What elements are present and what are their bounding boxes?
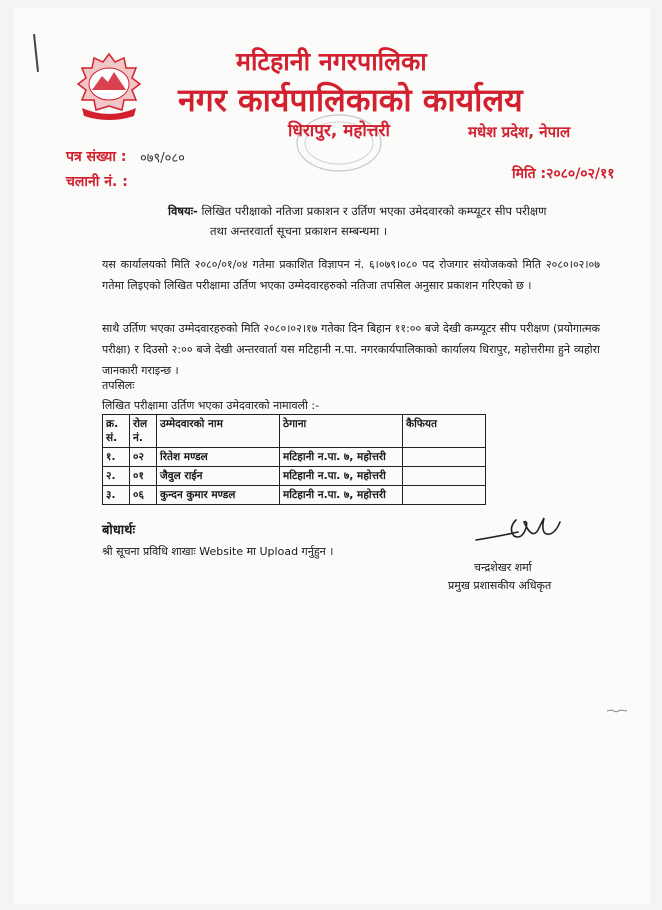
cc-heading: बोधार्थः xyxy=(102,523,136,538)
office-name: नगर कार्यपालिकाको कार्यालय xyxy=(178,81,523,119)
cell-address: मटिहानी न.पा. ७, महोत्तरी xyxy=(280,467,403,486)
dispatch-label: चलानी नं. : xyxy=(66,174,128,190)
table-header-row xyxy=(103,415,486,448)
address-right: मधेश प्रदेश, नेपाल xyxy=(468,123,571,141)
signatory-name: चन्द्रशेखर शर्मा xyxy=(474,561,532,574)
cell-name: जैवुल राईन xyxy=(157,467,280,486)
table-row xyxy=(103,448,486,467)
reference-value: ०७९/०८० xyxy=(140,151,185,166)
cell-remarks xyxy=(403,448,486,467)
subject-text-1: लिखित परीक्षाको नतिजा प्रकाशन र उर्तिण भएका उमेदवारको कम्प्यूटर सीप परीक्षण xyxy=(201,204,547,218)
letter-date: मिति :२०८०/०२/११ xyxy=(512,166,615,182)
cell-name: रितेश मण्डल xyxy=(157,448,280,467)
cell-remarks xyxy=(403,467,486,486)
header-remarks: कैफियत xyxy=(403,415,486,448)
header-roll: रोल नं. xyxy=(130,415,157,448)
header-address: ठेगाना xyxy=(280,415,403,448)
details-label: तपसिलः xyxy=(102,379,135,392)
cell-serial: ३. xyxy=(103,486,130,505)
cc-line: श्री सूचना प्रविधि शाखाः Website मा Upload गर्नुहुन । xyxy=(102,545,334,558)
signatory-title: प्रमुख प्रशासकीय अधिकृत xyxy=(448,579,552,592)
table-row xyxy=(103,486,486,505)
cell-address: मटिहानी न.पा. ७, महोत्तरी xyxy=(280,448,403,467)
cell-serial: १. xyxy=(103,448,130,467)
cell-roll: ०१ xyxy=(130,467,157,486)
body-paragraph-1: यस कार्यालयको मिति २०८०/०१/०४ गतेमा प्रकाशित विज्ञापन नं. ६।०७९।०८० पद रोजगार संयोजकको मिति २०८०।०२।०७ गतेमा लिइएको लिखित परीक्षामा उर्तिण भएका उम्मेदवारहरुको नतिजा तपसिल अनुसार प्रकाशन गरिएको छ । xyxy=(102,258,600,292)
header-serial: क्र. सं. xyxy=(103,415,130,448)
cell-roll: ०६ xyxy=(130,486,157,505)
nepal-emblem-icon xyxy=(68,50,150,122)
subject-label: विषयः- xyxy=(168,204,198,218)
cell-remarks xyxy=(403,486,486,505)
cell-serial: २. xyxy=(103,467,130,486)
signature-icon xyxy=(470,510,570,550)
cell-roll: ०२ xyxy=(130,448,157,467)
body-paragraph-2: साथै उर्तिण भएका उम्मेदवारहरुको मिति २०८०।०२।१७ गतेका दिन बिहान ११:०० बजे देखी कम्प्यूटर सीप परीक्षण (प्रयोगात्मक परीक्षा) र दिउसो २:०० बजे देखी अन्तरवार्ता यस मटिहानी न.पा. नगरकार्यपालिकाको कार्यालय धिरापुर, महोत्तरीमा हुने व्यहोरा जानकारी गराइन्छ । xyxy=(102,322,600,377)
reference-label: पत्र संख्या : xyxy=(66,149,127,165)
cell-name: कुन्दन कुमार मण्डल xyxy=(157,486,280,505)
subject-line-2: तथा अन्तरवार्ता सूचना प्रकाशन सम्बन्धमा । xyxy=(210,224,388,238)
subject-line-1 xyxy=(168,204,546,219)
candidate-table xyxy=(102,414,486,505)
cell-address: मटिहानी न.पा. ७, महोत्तरी xyxy=(280,486,403,505)
candidate-list-title: लिखित परीक्षामा उर्तिण भएका उमेदवारको नामावली :- xyxy=(102,399,320,412)
municipality-name: मटिहानी नगरपालिका xyxy=(236,47,427,76)
address-left: धिरापुर, महोत्तरी xyxy=(288,121,390,141)
header-name: उम्मेदवारको नाम xyxy=(157,415,280,448)
ink-smudge-icon xyxy=(606,708,628,714)
table-row xyxy=(103,467,486,486)
